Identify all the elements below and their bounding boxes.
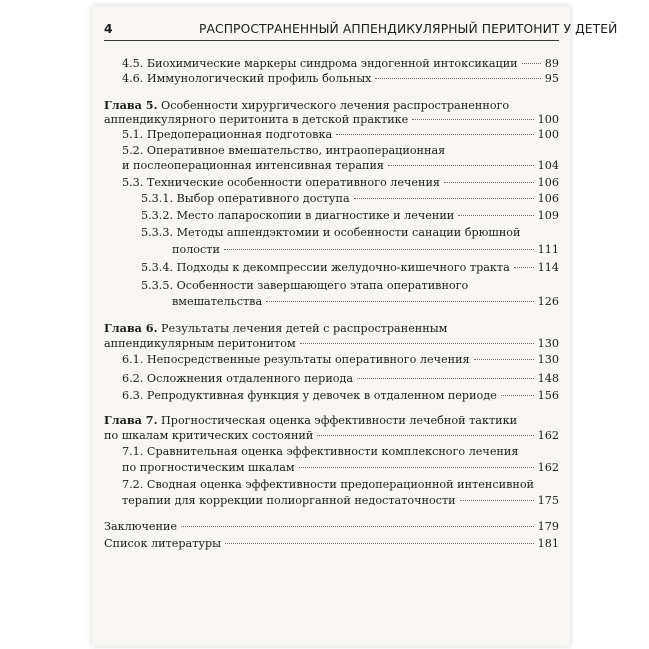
toc-entry-page: 130 <box>537 353 559 366</box>
toc-entry-7-1-cont <box>122 461 559 475</box>
toc-entry-7-1: 7.1. Сравнительная оценка эффективности комплексного лечения <box>122 445 519 458</box>
toc-entry-title: 6.2. Осложнения отдаленного периода <box>122 372 354 385</box>
dot-leader <box>181 526 534 527</box>
chapter-6-heading <box>104 321 447 335</box>
toc-entry-page: 106 <box>537 192 559 205</box>
toc-entry-title-cont: терапии для коррекции полиорганной недостаточности <box>122 494 456 507</box>
dot-leader <box>225 543 534 544</box>
chapter-title-cont: аппендикулярного перитонита в детской практике <box>104 113 409 126</box>
toc-entry-title-cont: вмешательства <box>172 295 263 308</box>
chapter-title: Результаты лечения детей с распространенным <box>161 322 448 335</box>
toc-entry-title: Список литературы <box>104 537 222 550</box>
toc-entry-page: 175 <box>537 494 559 507</box>
toc-entry-page: 179 <box>537 520 559 533</box>
dot-leader <box>458 215 533 216</box>
toc-entry-page: 156 <box>537 389 559 402</box>
toc-entry-title: 4.5. Биохимические маркеры синдрома эндогенной интоксикации <box>122 57 518 70</box>
chapter-title: Прогностическая оценка эффективности лечебной тактики <box>161 414 518 427</box>
toc-entry-6-1 <box>122 353 559 367</box>
dot-leader <box>317 435 533 436</box>
toc-entry-page: 148 <box>537 372 559 385</box>
toc-entry-conclusion <box>104 520 559 534</box>
toc-entry-5-3-5-cont <box>172 295 559 309</box>
chapter-title: Особенности хирургического лечения распространенного <box>161 99 510 112</box>
toc-entry-title: 4.6. Иммунологический профиль больных <box>122 72 372 85</box>
chapter-title-cont: по шкалам критических состояний <box>104 429 314 442</box>
chapter-label: Глава 7. <box>104 413 158 427</box>
toc-entry-4-5 <box>122 57 559 71</box>
dot-leader <box>357 378 534 379</box>
toc-entry-5-3-4 <box>141 261 559 275</box>
dot-leader <box>299 467 534 468</box>
toc-entry-5-3-1 <box>141 192 559 206</box>
dot-leader <box>388 165 534 166</box>
dot-leader <box>522 63 541 64</box>
toc-entry-title: 5.3.4. Подходы к декомпрессии желудочно-кишечного тракта <box>141 261 510 274</box>
dot-leader <box>336 134 534 135</box>
toc-entry-5-1 <box>122 128 559 142</box>
chapter-5-heading <box>104 98 509 112</box>
dot-leader <box>224 249 534 250</box>
toc-entry-page: 114 <box>537 261 559 274</box>
toc-entry-5-2: 5.2. Оперативное вмешательство, интраоперационная <box>122 144 446 157</box>
toc-entry-title: Заключение <box>104 520 178 533</box>
chapter-5-heading-cont <box>104 113 559 127</box>
dot-leader <box>375 78 540 79</box>
toc-entry-4-6 <box>122 72 559 86</box>
toc-entry-5-3 <box>122 176 559 190</box>
toc-entry-title: 5.3.2. Место лапароскопии в диагностике и лечении <box>141 209 455 222</box>
toc-entry-page: 100 <box>537 128 559 141</box>
dot-leader <box>514 267 534 268</box>
chapter-7-heading <box>104 413 517 427</box>
chapter-label: Глава 6. <box>104 321 158 335</box>
toc-entry-page: 100 <box>537 113 559 126</box>
toc-entry-5-3-3-cont <box>172 243 559 257</box>
toc-entry-5-3-2 <box>141 209 559 223</box>
dot-leader <box>501 395 534 396</box>
chapter-title-cont: аппендикулярным перитонитом <box>104 337 296 350</box>
dot-leader <box>460 500 534 501</box>
toc-entry-7-2: 7.2. Сводная оценка эффективности предоперационной интенсивной <box>122 478 535 491</box>
dot-leader <box>444 182 534 183</box>
toc-entry-7-2-cont <box>122 494 559 508</box>
toc-entry-page: 162 <box>537 429 559 442</box>
toc-entry-page: 162 <box>537 461 559 474</box>
dot-leader <box>354 198 534 199</box>
toc-entry-references <box>104 537 559 551</box>
toc-entry-page: 111 <box>537 243 559 256</box>
toc-entry-title-cont: по прогностическим шкалам <box>122 461 295 474</box>
toc-entry-title: 6.1. Непосредственные результаты оперативного лечения <box>122 353 470 366</box>
toc-entry-6-2 <box>122 372 559 386</box>
dot-leader <box>412 119 533 120</box>
toc-entry-page: 104 <box>537 159 559 172</box>
dot-leader <box>300 343 534 344</box>
toc-entry-title: 5.3. Технические особенности оперативного лечения <box>122 176 440 189</box>
toc-entry-6-3 <box>122 389 559 403</box>
dot-leader <box>474 359 534 360</box>
toc-entry-title-cont: и послеоперационная интенсивная терапия <box>122 159 384 172</box>
toc-entry-title: 5.1. Предоперационная подготовка <box>122 128 333 141</box>
toc-entry-title-cont: полости <box>172 243 220 256</box>
dot-leader <box>266 301 534 302</box>
toc-entry-page: 106 <box>537 176 559 189</box>
toc-entry-page: 181 <box>537 537 559 550</box>
chapter-label: Глава 5. <box>104 98 158 112</box>
toc-entry-page: 89 <box>544 57 559 70</box>
running-title: РАСПРОСТРАНЕННЫЙ АППЕНДИКУЛЯРНЫЙ ПЕРИТОНИТ У ДЕТЕЙ <box>199 22 618 36</box>
chapter-6-heading-cont <box>104 337 559 351</box>
toc-entry-5-2-cont <box>122 159 559 173</box>
toc-entry-page: 126 <box>537 295 559 308</box>
toc-entry-title: 5.3.1. Выбор оперативного доступа <box>141 192 350 205</box>
toc-entry-page: 130 <box>537 337 559 350</box>
toc-entry-5-3-5: 5.3.5. Особенности завершающего этапа оперативного <box>141 279 469 292</box>
page-number: 4 <box>104 22 113 36</box>
chapter-7-heading-cont <box>104 429 559 443</box>
toc-entry-page: 95 <box>544 72 559 85</box>
toc-entry-title: 6.3. Репродуктивная функция у девочек в отдаленном периоде <box>122 389 497 402</box>
toc-entry-5-3-3: 5.3.3. Методы аппендэктомии и особенности санации брюшной <box>141 226 521 239</box>
toc-entry-page: 109 <box>537 209 559 222</box>
